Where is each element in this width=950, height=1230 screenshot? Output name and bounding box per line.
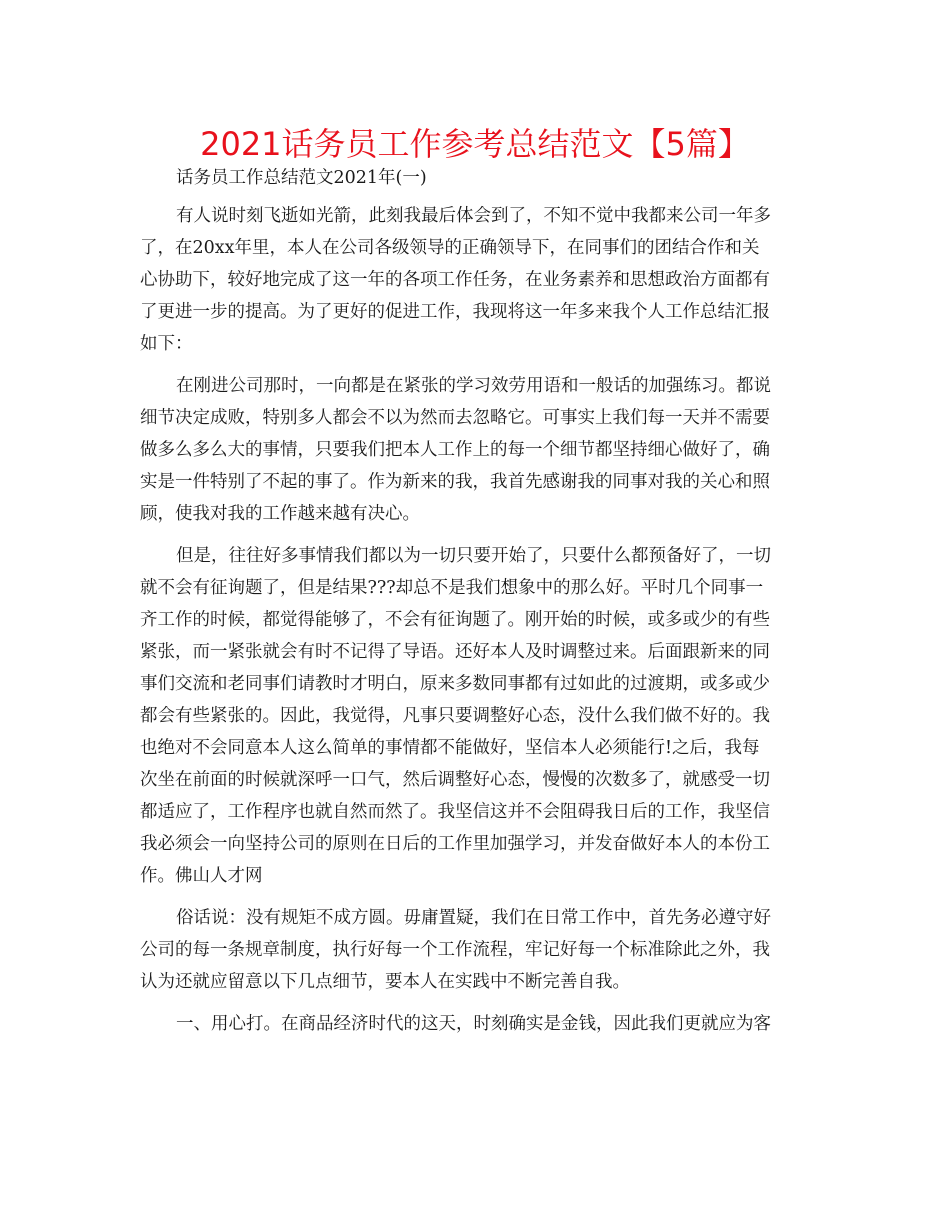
paragraph-gap (140, 998, 816, 1008)
document-body (140, 162, 816, 1040)
text-line: 事们交流和老同事们请教时才明白，原来多数同事都有过如此的过渡期，或多或少 (140, 674, 770, 694)
text-line: 如下： (140, 334, 193, 354)
text-line: 实是一件特别了不起的事了。作为新来的我，我首先感谢我的同事对我的关心和照 (140, 472, 770, 492)
text-line: 紧张，而一紧张就会有时不记得了导语。还好本人及时调整过来。后面跟新来的同 (140, 642, 770, 662)
text-line: 了更进一步的提高。为了更好的促进工作，我现将这一年多来我个人工作总结汇报 (140, 302, 770, 322)
paragraph (140, 370, 816, 530)
text-line: 做多么多么大的事情，只要我们把本人工作上的每一个细节都坚持细心做好了，确 (140, 440, 770, 460)
paragraph-gap (140, 892, 816, 902)
paragraph (140, 1008, 816, 1040)
paragraph-gap (140, 360, 816, 370)
text-line: 顾，使我对我的工作越来越有决心。 (140, 504, 420, 524)
text-line: 但是，往往好多事情我们都以为一切只要开始了，只要什么都预备好了，一切 (176, 546, 771, 566)
text-line: 次坐在前面的时候就深呼一口气，然后调整好心态，慢慢的次数多了，就感受一切 (140, 770, 770, 790)
text-line: 作。佛山人才网 (140, 866, 263, 886)
text-line: 也绝对不会同意本人这么简单的事情都不能做好，坚信本人必须能行!之后，我每 (140, 738, 760, 758)
paragraph (140, 540, 816, 892)
text-line: 俗话说：没有规矩不成方圆。毋庸置疑，我们在日常工作中，首先务必遵守好 (176, 908, 771, 928)
document-title: 2021话务员工作参考总结范文【5篇】 (200, 125, 750, 163)
text-line: 心协助下，较好地完成了这一年的各项工作任务，在业务素养和思想政治方面都有 (140, 270, 770, 290)
text-line: 就不会有征询题了，但是结果???却总不是我们想象中的那么好。平时几个同事一 (140, 578, 764, 598)
text-line: 话务员工作总结范文2021年(一) (176, 168, 427, 188)
paragraph-gap (140, 530, 816, 540)
text-line: 齐工作的时候，都觉得能够了，不会有征询题了。刚开始的时候，或多或少的有些 (140, 610, 770, 630)
text-line: 在刚进公司那时，一向都是在紧张的学习效劳用语和一般话的加强练习。都说 (176, 376, 771, 396)
text-line: 了，在20xx年里，本人在公司各级领导的正确领导下，在同事们的团结合作和关 (140, 238, 760, 258)
text-line: 细节决定成败，特别多人都会不以为然而去忽略它。可事实上我们每一天并不需要 (140, 408, 770, 428)
text-line: 都适应了，工作程序也就自然而然了。我坚信这并不会阻碍我日后的工作，我坚信 (140, 802, 770, 822)
text-line: 一、用心打。在商品经济时代的这天，时刻确实是金钱，因此我们更就应为客 (176, 1014, 771, 1034)
paragraph (140, 200, 816, 360)
text-line: 我必须会一向坚持公司的原则在日后的工作里加强学习，并发奋做好本人的本份工 (140, 834, 770, 854)
text-line: 认为还就应留意以下几点细节，要本人在实践中不断完善自我。 (140, 972, 630, 992)
text-line: 都会有些紧张的。因此，我觉得，凡事只要调整好心态，没什么我们做不好的。我 (140, 706, 770, 726)
text-line: 有人说时刻飞逝如光箭，此刻我最后体会到了，不知不觉中我都来公司一年多 (176, 206, 771, 226)
paragraph (140, 902, 816, 998)
text-line: 公司的每一条规章制度，执行好每一个工作流程，牢记好每一个标准除此之外，我 (140, 940, 770, 960)
paragraph (140, 162, 816, 194)
